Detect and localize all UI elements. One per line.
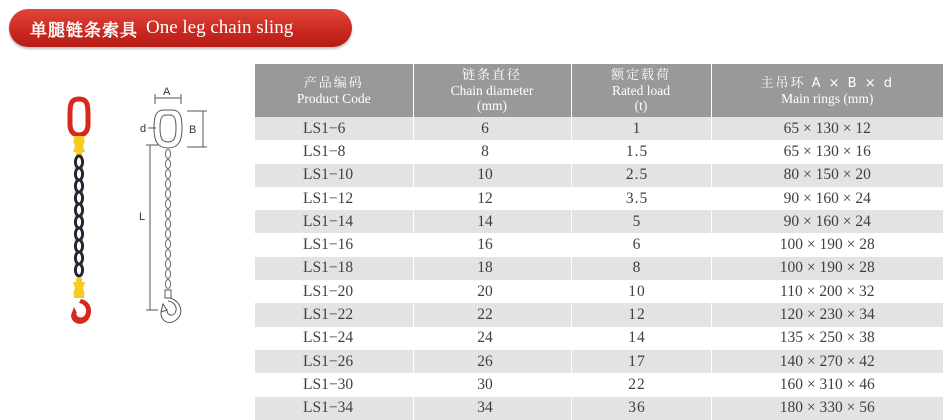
- header-zh: 主吊环 A × B × d: [760, 75, 894, 91]
- cell-chain-diameter: 10: [413, 164, 571, 187]
- cell-rated-load: 36: [571, 397, 711, 420]
- cell-rated-load: 14: [571, 327, 711, 350]
- cell-main-rings: 160 × 310 × 46: [711, 373, 943, 396]
- cell-product-code: LS1−24: [255, 327, 413, 350]
- sling-dimension-drawing: [146, 94, 207, 322]
- header-main-rings: [711, 64, 943, 117]
- cell-rated-load: 3.5: [571, 187, 711, 210]
- header-product-code: [255, 64, 413, 117]
- cell-chain-diameter: 12: [413, 187, 571, 210]
- dimension-label-b: B: [189, 124, 197, 136]
- header-en: Product Code: [296, 90, 371, 106]
- cell-chain-diameter: 30: [413, 373, 571, 396]
- cell-rated-load: 1: [571, 117, 711, 140]
- specification-table: [255, 64, 943, 420]
- cell-main-rings: 135 × 250 × 38: [711, 327, 943, 350]
- cell-rated-load: 5: [571, 210, 711, 233]
- cell-product-code: LS1−12: [255, 187, 413, 210]
- header-zh: 额定载荷: [610, 68, 671, 83]
- cell-chain-diameter: 20: [413, 280, 571, 303]
- hook-icon: [71, 299, 91, 324]
- cell-product-code: LS1−26: [255, 350, 413, 373]
- header-zh: 产品编码: [303, 75, 364, 91]
- dimension-label-l: L: [139, 211, 146, 223]
- cell-chain-diameter: 16: [413, 233, 571, 256]
- cell-product-code: LS1−16: [255, 233, 413, 256]
- header-rated-load: [571, 64, 711, 117]
- cell-rated-load: 8: [571, 257, 711, 280]
- title-chinese: 单腿链条索具: [30, 20, 138, 41]
- section-title-banner: [9, 9, 352, 47]
- table-row: [255, 350, 943, 373]
- header-en: Main rings (mm): [781, 90, 874, 106]
- cell-chain-diameter: 8: [413, 140, 571, 163]
- cell-product-code: LS1−6: [255, 117, 413, 140]
- dimension-label-d: d: [140, 123, 147, 135]
- cell-rated-load: 6: [571, 233, 711, 256]
- cell-rated-load: 10: [571, 280, 711, 303]
- table-row: [255, 233, 943, 256]
- cell-main-rings: 90 × 160 × 24: [711, 187, 943, 210]
- table-row: [255, 210, 943, 233]
- cell-product-code: LS1−20: [255, 280, 413, 303]
- header-zh: 链条直径: [461, 68, 522, 83]
- table-row: [255, 303, 943, 326]
- cell-chain-diameter: 14: [413, 210, 571, 233]
- table-header-row: [255, 64, 943, 117]
- table-body: [255, 117, 943, 420]
- cell-rated-load: 22: [571, 373, 711, 396]
- header-en: Rated load: [611, 83, 671, 98]
- cell-main-rings: 180 × 330 × 56: [711, 397, 943, 420]
- chain-sling-illustration: [0, 60, 240, 420]
- cell-main-rings: 110 × 200 × 32: [711, 280, 943, 303]
- master-link-connector: [73, 136, 85, 156]
- cell-product-code: LS1−8: [255, 140, 413, 163]
- cell-product-code: LS1−14: [255, 210, 413, 233]
- cell-chain-diameter: 24: [413, 327, 571, 350]
- cell-main-rings: 65 × 130 × 16: [711, 140, 943, 163]
- cell-rated-load: 17: [571, 350, 711, 373]
- table-row: [255, 327, 943, 350]
- cell-product-code: LS1−30: [255, 373, 413, 396]
- cell-main-rings: 100 × 190 × 28: [711, 257, 943, 280]
- table-row: [255, 397, 943, 420]
- title-english: One leg chain sling: [146, 17, 294, 38]
- cell-chain-diameter: 18: [413, 257, 571, 280]
- hook-connector: [73, 278, 85, 298]
- cell-chain-diameter: 34: [413, 397, 571, 420]
- cell-main-rings: 120 × 230 × 34: [711, 303, 943, 326]
- cell-chain-diameter: 26: [413, 350, 571, 373]
- table-row: [255, 280, 943, 303]
- table-row: [255, 257, 943, 280]
- table-row: [255, 373, 943, 396]
- cell-product-code: LS1−34: [255, 397, 413, 420]
- cell-main-rings: 80 × 150 × 20: [711, 164, 943, 187]
- table-row: [255, 117, 943, 140]
- cell-chain-diameter: 6: [413, 117, 571, 140]
- cell-product-code: LS1−18: [255, 257, 413, 280]
- cell-main-rings: 140 × 270 × 42: [711, 350, 943, 373]
- table-row: [255, 140, 943, 163]
- cell-product-code: LS1−22: [255, 303, 413, 326]
- cell-rated-load: 1.5: [571, 140, 711, 163]
- cell-product-code: LS1−10: [255, 164, 413, 187]
- header-unit: (mm): [477, 98, 507, 113]
- header-chain-diameter: [413, 64, 571, 117]
- cell-main-rings: 65 × 130 × 12: [711, 117, 943, 140]
- cell-chain-diameter: 22: [413, 303, 571, 326]
- cell-rated-load: 12: [571, 303, 711, 326]
- cell-main-rings: 90 × 160 × 24: [711, 210, 943, 233]
- sling-photo: [70, 99, 91, 324]
- cell-rated-load: 2.5: [571, 164, 711, 187]
- header-unit: (t): [634, 98, 648, 113]
- cell-main-rings: 100 × 190 × 28: [711, 233, 943, 256]
- table-row: [255, 187, 943, 210]
- table-row: [255, 164, 943, 187]
- header-en: Chain diameter: [450, 83, 534, 98]
- dimension-label-a: A: [163, 86, 171, 98]
